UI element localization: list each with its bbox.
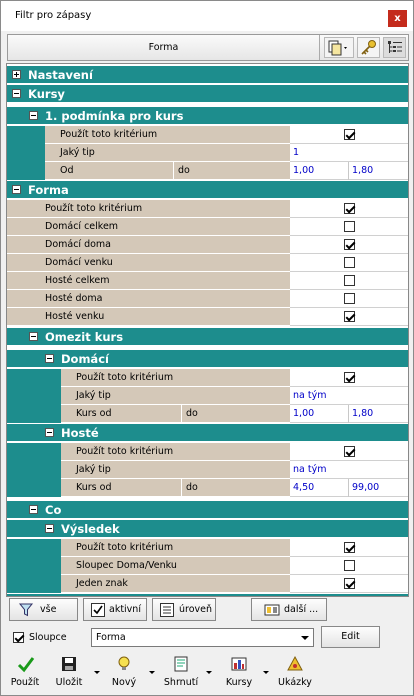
label-text: Jaký tip — [76, 390, 111, 401]
checkbox[interactable] — [344, 239, 355, 250]
row-label — [61, 387, 290, 405]
tree-view-button[interactable] — [383, 37, 406, 58]
label-text: do — [186, 408, 198, 419]
row-label — [45, 144, 290, 162]
copy-icon — [325, 38, 351, 57]
section-vysledek[interactable] — [7, 520, 409, 538]
divider — [181, 405, 182, 423]
row-value — [290, 236, 409, 254]
row-label — [7, 236, 290, 254]
apply-button[interactable] — [5, 649, 45, 693]
expand-icon[interactable] — [12, 70, 21, 79]
row-value — [290, 443, 409, 461]
label-text: Použít toto kritérium — [76, 372, 174, 383]
vysledek_rows-row — [7, 539, 409, 557]
sloupce-checkbox[interactable] — [13, 632, 24, 643]
collapse-icon[interactable] — [12, 185, 21, 194]
lightbulb-icon — [116, 655, 132, 673]
label-text: Hosté doma — [45, 293, 103, 304]
more-button[interactable] — [251, 598, 327, 621]
collapse-icon[interactable] — [29, 505, 38, 514]
forma_rows-row — [7, 236, 409, 254]
collapse-icon[interactable] — [29, 332, 38, 341]
row-label — [61, 557, 290, 575]
value-do[interactable]: 1,80 — [352, 408, 374, 419]
odds-button[interactable] — [219, 649, 259, 693]
level-icon — [159, 602, 175, 618]
label-text: Použít toto kritérium — [76, 542, 174, 553]
label-text: Domácí venku — [45, 257, 113, 268]
sloupce-label: Sloupce — [29, 632, 67, 643]
section-title: Co — [45, 503, 62, 517]
sloupce-select[interactable] — [91, 628, 314, 647]
odds-chart-icon — [230, 655, 248, 673]
kursy-row-od — [7, 162, 409, 180]
row-value — [290, 200, 409, 218]
label-text: Kurs od — [76, 482, 112, 493]
summary-dropdown-arrow[interactable] — [206, 671, 212, 674]
forma_rows-row — [7, 254, 409, 272]
row-value — [290, 539, 409, 557]
row-label — [7, 272, 290, 290]
label-text: Domácí celkem — [45, 221, 119, 232]
row-label — [7, 200, 290, 218]
odds-dropdown-arrow[interactable] — [263, 671, 269, 674]
label-text: Jaký tip — [60, 147, 95, 158]
row-label — [61, 405, 290, 423]
button-label: další ... — [284, 604, 319, 615]
domaci-row-kurs-od — [7, 405, 409, 423]
checkmark-box-icon — [90, 602, 106, 618]
row-value — [290, 254, 409, 272]
section-title: 1. podmínka pro kurs — [45, 109, 184, 123]
examples-button[interactable] — [273, 649, 317, 693]
hoste-row-kurs-od — [7, 479, 409, 497]
button-label: Edit — [341, 631, 360, 642]
copy-dropdown-button[interactable] — [324, 37, 354, 58]
button-label: úroveň — [179, 604, 213, 615]
row-label — [7, 218, 290, 236]
vysledek_rows-row — [7, 557, 409, 575]
value-do[interactable]: 99,00 — [352, 482, 380, 493]
floppy-icon — [60, 655, 78, 673]
label-text: Použít toto kritérium — [45, 203, 143, 214]
label-text: do — [186, 482, 198, 493]
row-value — [290, 218, 409, 236]
domaci-row-pouzit — [7, 369, 409, 387]
row-value — [290, 272, 409, 290]
button-label: Uložit — [55, 677, 83, 688]
section-kursy[interactable] — [7, 85, 409, 103]
button-label: Shrnutí — [163, 677, 199, 688]
checkbox[interactable] — [344, 221, 355, 232]
label-text: Použít toto kritérium — [60, 129, 158, 140]
top-toolbar — [7, 34, 409, 61]
checkbox[interactable] — [344, 542, 355, 553]
select-value: Forma — [96, 632, 126, 643]
funnel-icon — [18, 602, 34, 618]
key-icon — [358, 38, 379, 57]
edit-button[interactable] — [321, 626, 380, 648]
filter-grid — [6, 63, 409, 597]
indent — [7, 387, 61, 405]
indent — [7, 369, 61, 387]
checkbox[interactable] — [344, 446, 355, 457]
chevron-down-icon — [301, 636, 309, 640]
window-title: Filtr pro zápasy — [15, 10, 92, 21]
button-label: Použít — [10, 677, 40, 688]
row-value — [290, 479, 409, 497]
columns-icon — [264, 603, 280, 617]
indent — [7, 557, 61, 575]
row-value[interactable] — [290, 461, 409, 479]
save-button[interactable] — [51, 649, 87, 693]
label-text: do — [178, 165, 190, 176]
forma_rows-row — [7, 272, 409, 290]
row-label — [7, 290, 290, 308]
button-label: Nový — [111, 677, 137, 688]
row-value — [290, 369, 409, 387]
forma_rows-row — [7, 290, 409, 308]
label-text: Hosté celkem — [45, 275, 110, 286]
tab-forma[interactable]: Forma — [8, 35, 320, 60]
checkbox[interactable] — [344, 293, 355, 304]
value-od[interactable]: 1,00 — [293, 408, 315, 419]
kursy-row-jaky-tip — [7, 144, 409, 162]
checkbox[interactable] — [344, 560, 355, 571]
label-text: Sloupec Doma/Venku — [76, 560, 177, 571]
row-value[interactable] — [290, 387, 409, 405]
summary-icon — [172, 655, 190, 673]
checkbox[interactable] — [344, 578, 355, 589]
save-dropdown-arrow[interactable] — [94, 671, 100, 674]
kursy-row-pouzit — [7, 126, 409, 144]
row-value — [290, 126, 409, 144]
collapse-icon[interactable] — [12, 89, 21, 98]
section-title: Nastavení — [28, 68, 93, 82]
collapse-icon[interactable] — [45, 354, 54, 363]
section-co[interactable] — [7, 501, 409, 519]
tree-icon — [384, 38, 405, 57]
row-value — [290, 308, 409, 326]
row-label — [61, 461, 290, 479]
label-text: Hosté venku — [45, 311, 105, 322]
value-text: na tým — [293, 464, 327, 475]
select-all-button[interactable] — [9, 598, 78, 621]
section-title: Výsledek — [61, 522, 120, 536]
divider — [348, 479, 349, 497]
value-text: na tým — [293, 390, 327, 401]
value-od[interactable]: 4,50 — [293, 482, 315, 493]
indent — [7, 126, 45, 144]
row-label — [45, 162, 290, 180]
green-check-icon — [17, 655, 35, 673]
section-hoste[interactable] — [7, 424, 409, 442]
forma_rows-row — [7, 308, 409, 326]
section-title: Kursy — [28, 87, 65, 101]
divider — [173, 162, 174, 180]
checkbox[interactable] — [344, 275, 355, 286]
divider — [348, 162, 349, 180]
value-do[interactable]: 1,80 — [352, 165, 374, 176]
section-title: Omezit kurs — [45, 330, 124, 344]
button-label: aktivní — [109, 604, 141, 615]
row-label — [61, 369, 290, 387]
label-text: Použít toto kritérium — [76, 446, 174, 457]
indent — [7, 443, 61, 461]
value-od[interactable]: 1,00 — [293, 165, 315, 176]
section-title: Domácí — [61, 352, 109, 366]
button-label: vše — [40, 604, 57, 615]
indent — [7, 479, 61, 497]
section-title: Hosté — [61, 426, 99, 440]
row-label — [61, 479, 290, 497]
checkbox[interactable] — [344, 257, 355, 268]
hoste-row-jaky-tip — [7, 461, 409, 479]
key-button[interactable] — [357, 37, 380, 58]
vysledek_rows-row — [7, 575, 409, 593]
row-label — [7, 254, 290, 272]
new-dropdown-arrow[interactable] — [149, 671, 155, 674]
label-text: Domácí doma — [45, 239, 112, 250]
divider — [348, 405, 349, 423]
checkbox[interactable] — [344, 372, 355, 383]
indent — [7, 405, 61, 423]
row-value — [290, 557, 409, 575]
row-label — [7, 308, 290, 326]
indent — [7, 539, 61, 557]
row-value — [290, 162, 409, 180]
domaci-row-jaky-tip — [7, 387, 409, 405]
level-button[interactable] — [152, 598, 216, 621]
title-bar — [1, 1, 413, 31]
indent — [7, 461, 61, 479]
row-value — [290, 575, 409, 593]
checkbox[interactable] — [344, 311, 355, 322]
section-podminka[interactable] — [7, 107, 409, 125]
section-forma[interactable] — [7, 181, 409, 199]
indent — [7, 575, 61, 593]
row-value — [290, 405, 409, 423]
label-text: Jaký tip — [76, 464, 111, 475]
row-label — [61, 575, 290, 593]
section-title: Forma — [28, 183, 69, 197]
value-text: 1 — [293, 147, 300, 158]
indent — [7, 162, 45, 180]
row-value[interactable] — [290, 144, 409, 162]
section-omezit[interactable] — [7, 328, 409, 346]
collapse-icon[interactable] — [29, 111, 38, 120]
new-button[interactable] — [106, 649, 142, 693]
grid-footer-strip — [7, 594, 409, 597]
forma_rows-row — [7, 218, 409, 236]
row-value — [290, 290, 409, 308]
row-label — [61, 539, 290, 557]
bottom-toolbar — [1, 649, 413, 695]
label-text: Kurs od — [76, 408, 112, 419]
label-text: Jeden znak — [76, 578, 128, 589]
section-domaci[interactable] — [7, 350, 409, 368]
hoste-row-pouzit — [7, 443, 409, 461]
divider — [181, 479, 182, 497]
checkbox[interactable] — [344, 203, 355, 214]
button-label: Kursy — [225, 677, 253, 688]
summary-button[interactable] — [161, 649, 201, 693]
active-button[interactable] — [83, 598, 147, 621]
row-label — [61, 443, 290, 461]
indent — [7, 144, 45, 162]
examples-icon — [286, 655, 304, 673]
close-button[interactable]: x — [388, 10, 407, 27]
label-text: Od — [60, 165, 74, 176]
button-label: Ukázky — [278, 677, 312, 688]
collapse-icon[interactable] — [45, 524, 54, 533]
section-nastaveni[interactable] — [7, 66, 409, 84]
collapse-icon[interactable] — [45, 428, 54, 437]
row-label — [45, 126, 290, 144]
forma_rows-row — [7, 200, 409, 218]
checkbox[interactable] — [344, 129, 355, 140]
